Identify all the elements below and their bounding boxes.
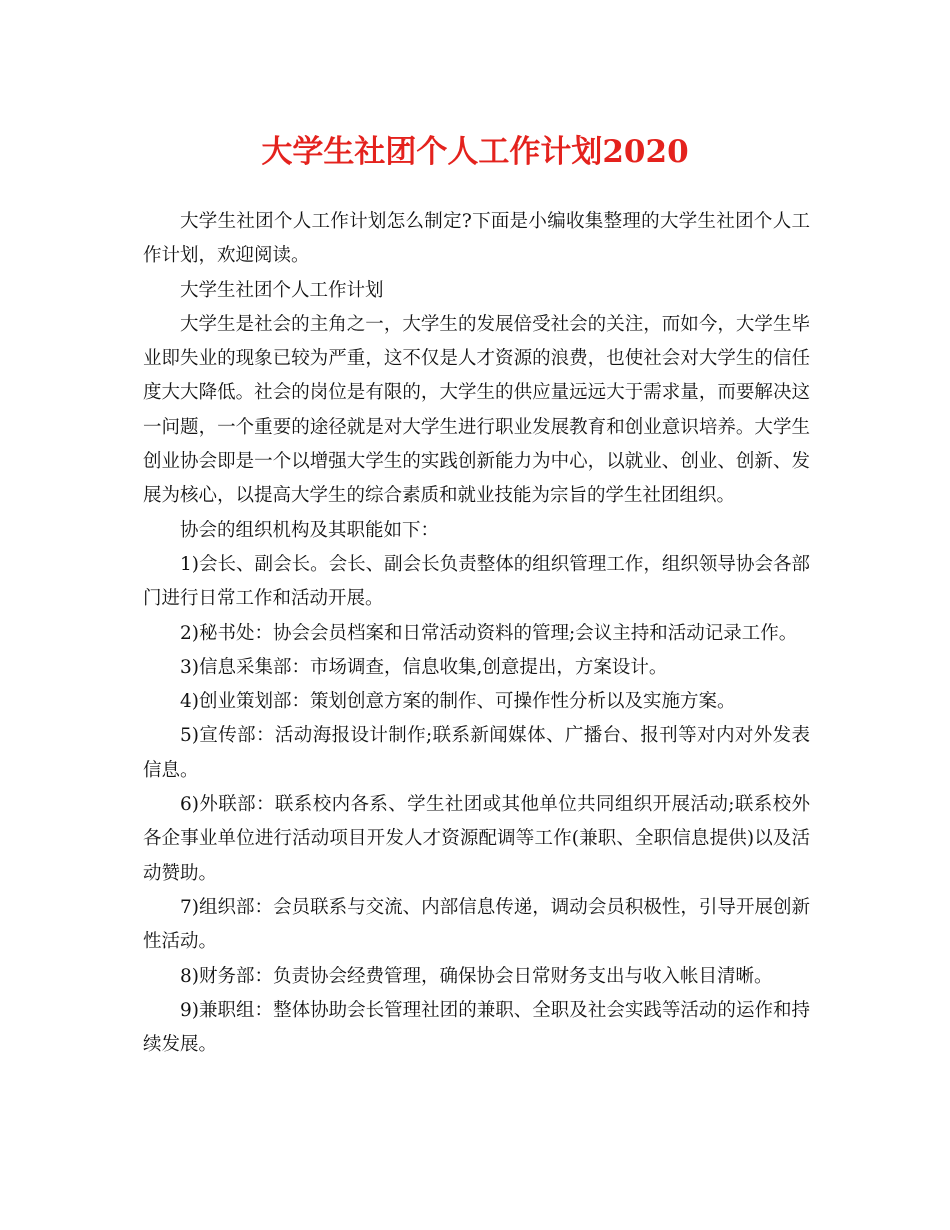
paragraph-item-7: 7)组织部：会员联系与交流、内部信息传递，调动会员积极性，引导开展创新性活动。: [143, 896, 810, 953]
paragraph-structure-intro: 协会的组织机构及其职能如下：: [180, 519, 440, 541]
paragraph-item-5: 5)宣传部：活动海报设计制作;联系新闻媒体、广播台、报刊等对内对外发表信息。: [143, 725, 810, 781]
document-title: 大学生社团个人工作计划2020: [261, 134, 689, 170]
paragraph-item-9: 9)兼职组：整体协助会长管理社团的兼职、全职及社会实践等活动的运作和持续发展。: [143, 999, 810, 1056]
paragraph-item-6: 6)外联部：联系校内各系、学生社团或其他单位共同组织开展活动;联系校外各企事业单位进行活动项目开发人才资源配调等工作(兼职、全职信息提供)以及活动赞助。: [143, 794, 810, 884]
document-body: [143, 205, 810, 1062]
paragraph-item-8: 8)财务部：负责协会经费管理，确保协会日常财务支出与收入帐目清晰。: [180, 965, 773, 987]
paragraph-subheading: 大学生社团个人工作计划: [180, 279, 384, 301]
paragraph-item-3: 3)信息采集部：市场调查，信息收集,创意提出，方案设计。: [180, 656, 668, 678]
paragraph-background: 大学生是社会的主角之一，大学生的发展倍受社会的关注，而如今，大学生毕业即失业的现象已较为严重，这不仅是人才资源的浪费，也使社会对大学生的信任度大大降低。社会的岗位是有限的，大学生的供应量远远大于需求量，而要解决这一问题，一个重要的途径就是对大学生进行职业发展教育和创业意识培养。大学生创业协会即是一个以增强大学生的实践创新能力为中心，以就业、创业、创新、发展为核心，以提高大学生的综合素质和就业技能为宗旨的学生社团组织。: [143, 313, 810, 507]
paragraph-intro: 大学生社团个人工作计划怎么制定?下面是小编收集整理的大学生社团个人工作计划，欢迎阅读。: [143, 211, 810, 267]
paragraph-item-4: 4)创业策划部：策划创意方案的制作、可操作性分析以及实施方案。: [180, 691, 736, 713]
paragraph-item-1: 1)会长、副会长。会长、副会长负责整体的组织管理工作，组织领导协会各部门进行日常工作和活动开展。: [143, 553, 810, 610]
paragraph-item-2: 2)秘书处：协会会员档案和日常活动资料的管理;会议主持和活动记录工作。: [180, 622, 798, 644]
